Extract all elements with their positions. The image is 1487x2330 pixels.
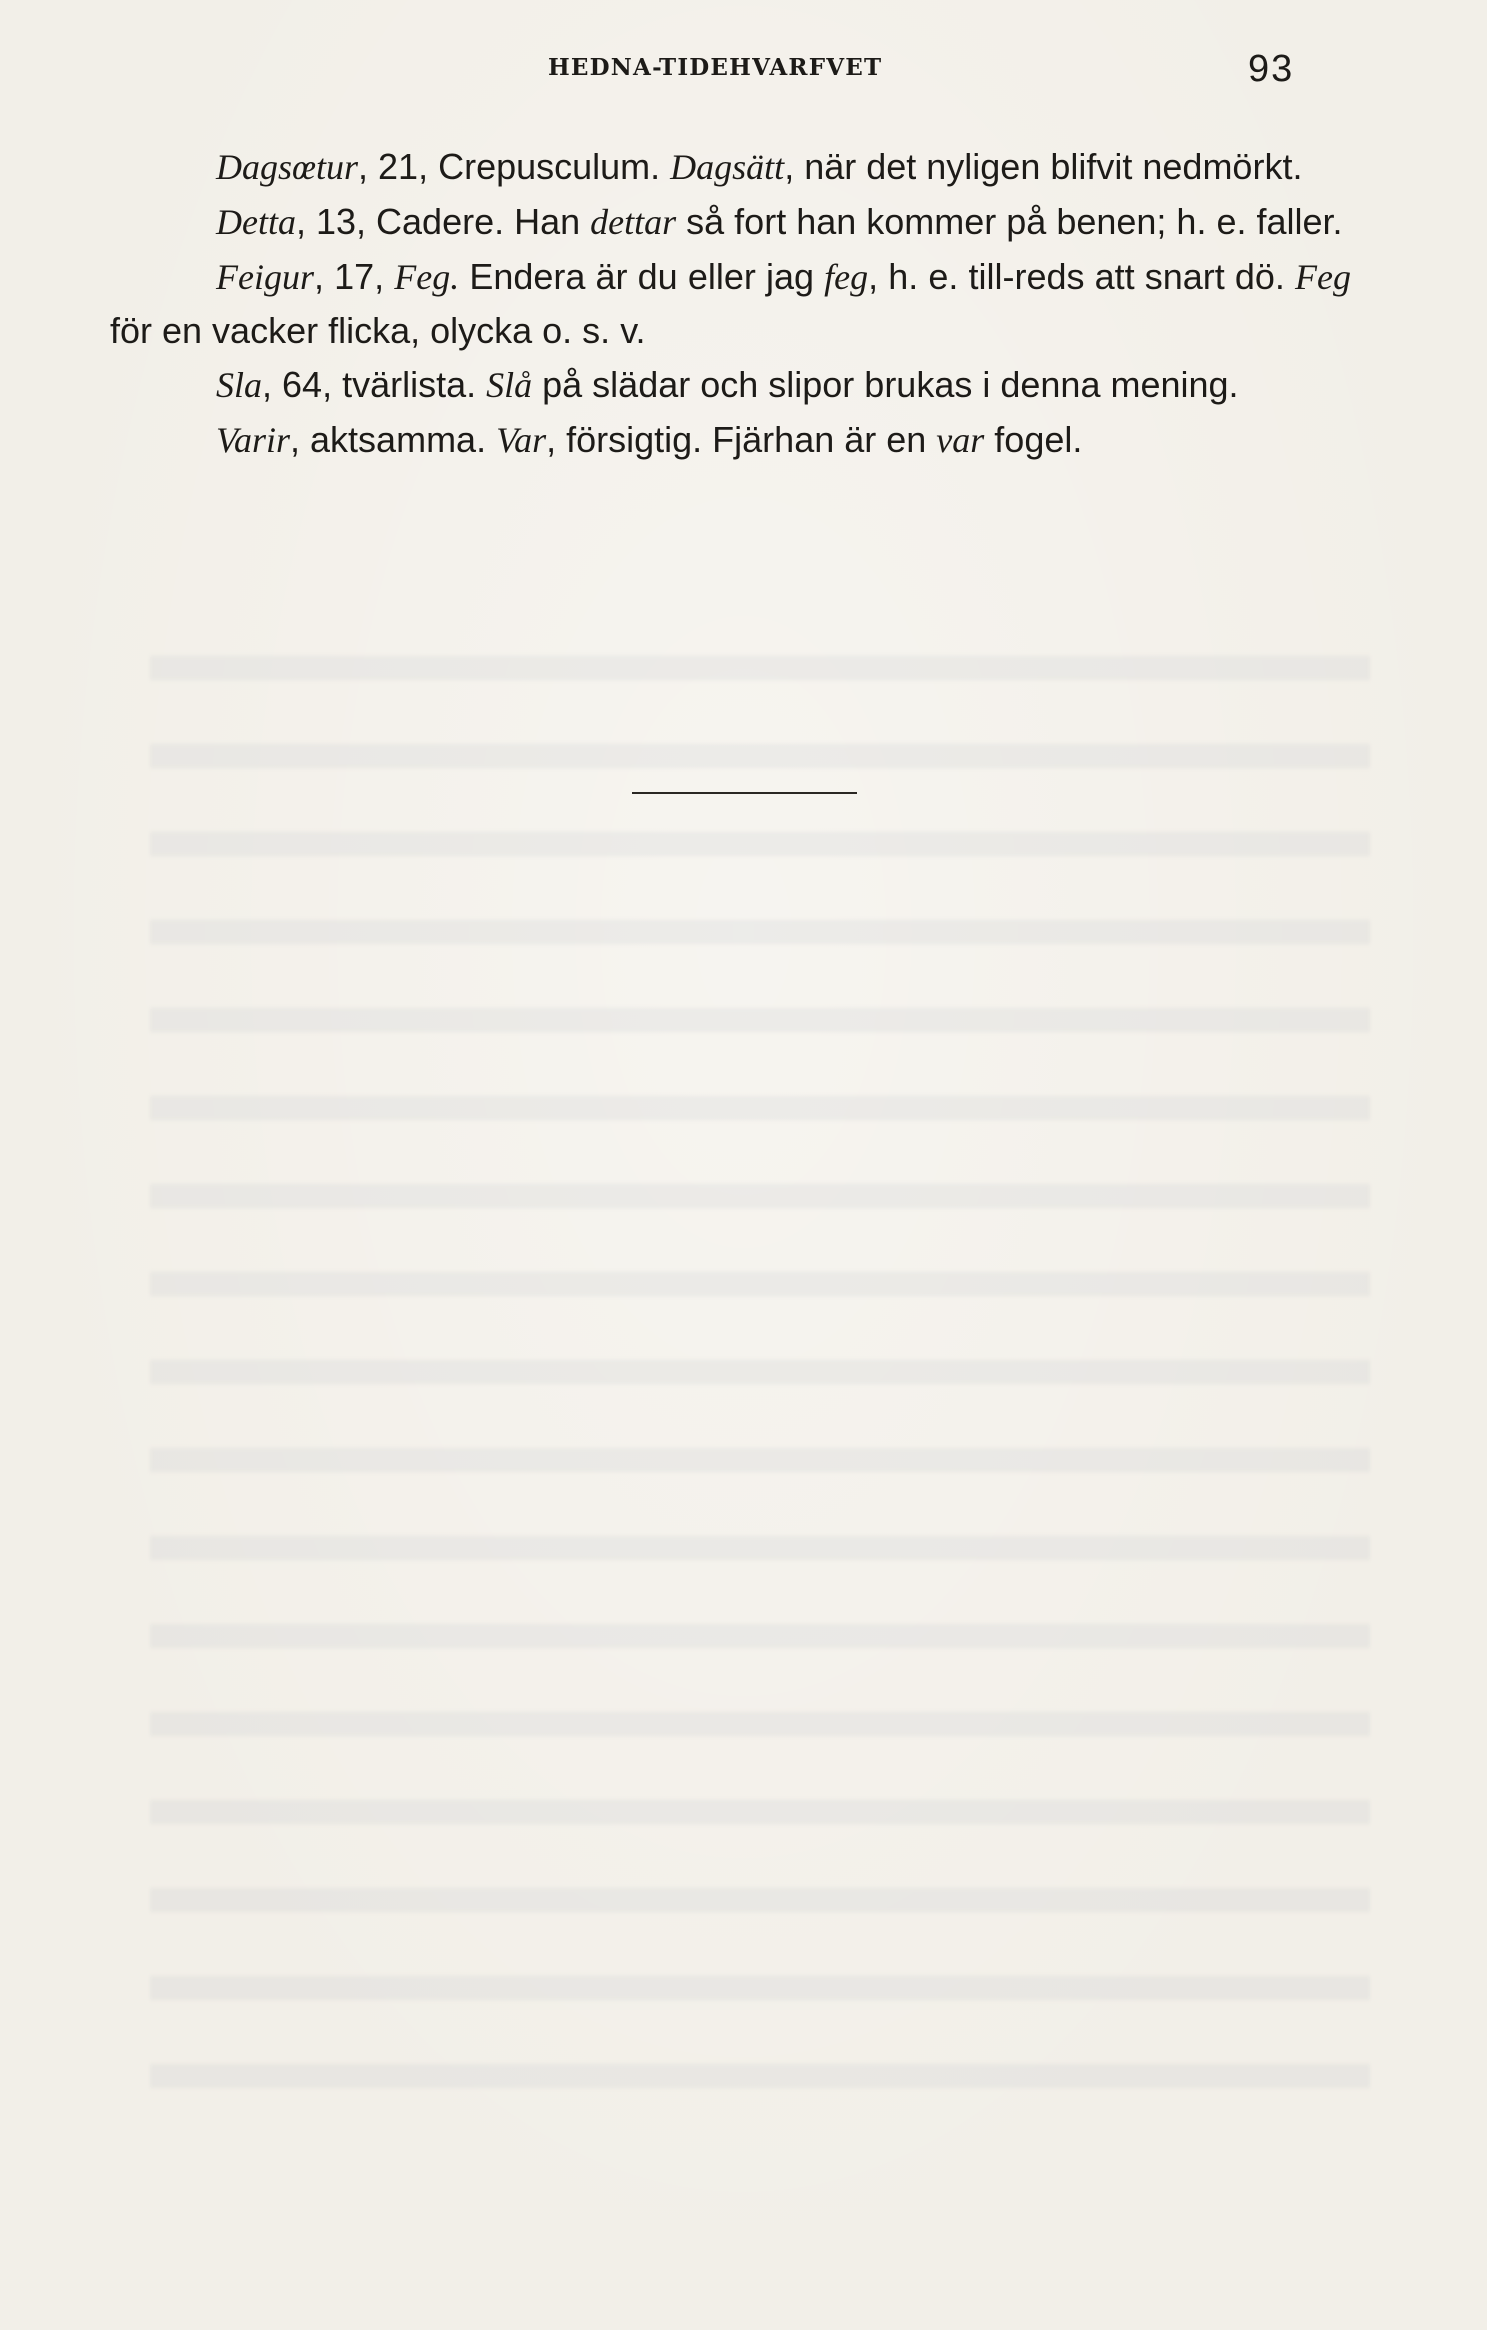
headword: Sla: [216, 365, 263, 405]
entry-text: för en vacker flicka, olycka o. s. v.: [110, 310, 646, 351]
headword: Feigur: [216, 257, 314, 297]
italic-term: Feg: [1295, 257, 1352, 297]
page-number: 93: [1248, 48, 1295, 90]
entry-text: på slädar och slipor brukas i denna mening.: [532, 364, 1239, 405]
running-title: HEDNA-TIDEHVARFVET: [548, 54, 883, 81]
italic-term: Slå: [486, 365, 533, 405]
entry-text: , 21, Crepusculum.: [358, 146, 671, 187]
entry-detta: [110, 195, 1351, 249]
italic-term: Var: [496, 420, 547, 460]
entry-text: fogel.: [984, 419, 1083, 460]
italic-term: var: [936, 420, 985, 460]
italic-term: dettar: [590, 202, 677, 242]
headword: Varir: [216, 420, 291, 460]
entry-feigur: [110, 250, 1351, 357]
entry-text: , när det nyligen blifvit nedmörkt.: [784, 146, 1303, 187]
headword: Detta: [216, 202, 296, 242]
entry-text: , h. e. till-reds att snart dö.: [868, 256, 1296, 297]
glossary-entries: [110, 140, 1351, 468]
entry-sla: [110, 358, 1351, 412]
entry-text: , försigtig. Fjärhan är en: [546, 419, 937, 460]
headword: Dagsœtur: [216, 147, 359, 187]
page-header: [0, 48, 1487, 88]
entry-text: , 13, Cadere. Han: [295, 201, 591, 242]
bleed-through-text: [150, 620, 1370, 2120]
entry-text: , aktsamma.: [290, 419, 497, 460]
entry-varir: [110, 413, 1351, 467]
italic-term: Feg.: [394, 257, 460, 297]
entry-dagsaetur: [110, 140, 1351, 194]
italic-term: Dagsätt: [670, 147, 785, 187]
entry-text: så fort han kommer på benen; h. e. faller.: [676, 201, 1343, 242]
entry-text: , 17,: [313, 256, 395, 297]
italic-term: feg: [824, 257, 869, 297]
entry-text: , 64, tvärlista.: [262, 364, 487, 405]
section-divider-rule: [632, 792, 857, 794]
entry-text: Endera är du eller jag: [459, 256, 825, 297]
